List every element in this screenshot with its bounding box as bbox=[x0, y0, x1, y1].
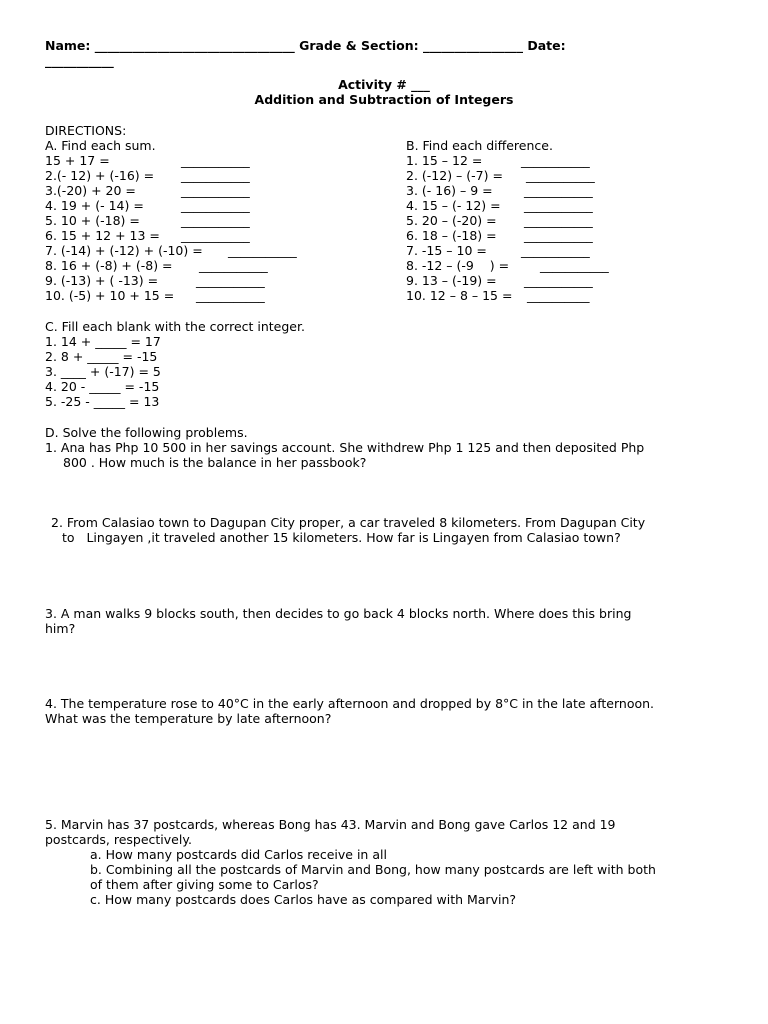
answer-blank: ___________ bbox=[196, 288, 265, 303]
answer-blank: ___________ bbox=[181, 213, 250, 228]
answer-blank: ___________ bbox=[524, 213, 593, 228]
problem-2-text: 2. From Calasiao town to Dagupan City proper, a car traveled 8 kilometers. From Dagupan City bbox=[51, 515, 646, 530]
header-name-grade-date-line: Name: ________________________________ Grade & Section: ________________ Date: bbox=[45, 38, 566, 53]
part-b-item: 5. 20 – (-20) = bbox=[406, 213, 497, 228]
directions-label: DIRECTIONS: bbox=[45, 123, 127, 138]
answer-blank: ___________ bbox=[524, 273, 593, 288]
part-b-item: 9. 13 – (-19) = bbox=[406, 273, 497, 288]
part-c-item: 5. -25 - _____ = 13 bbox=[45, 394, 160, 409]
part-b-item: 2. (-12) – (-7) = bbox=[406, 168, 503, 183]
part-a-item: 3.(-20) + 20 = bbox=[45, 183, 136, 198]
part-b-item: 4. 15 – (- 12) = bbox=[406, 198, 501, 213]
part-c-item: 3. ____ + (-17) = 5 bbox=[45, 364, 161, 379]
answer-blank: ___________ bbox=[524, 228, 593, 243]
activity-number-title: Activity # ___ bbox=[338, 77, 430, 92]
part-c-heading: C. Fill each blank with the correct integer. bbox=[45, 319, 305, 334]
part-b-item: 6. 18 – (-18) = bbox=[406, 228, 497, 243]
answer-blank: ___________ bbox=[196, 273, 265, 288]
problem-2-text-cont: to Lingayen ,it traveled another 15 kilometers. How far is Lingayen from Calasiao town? bbox=[62, 530, 621, 545]
part-b-item: 10. 12 – 8 – 15 = bbox=[406, 288, 513, 303]
problem-5-text: 5. Marvin has 37 postcards, whereas Bong has 43. Marvin and Bong gave Carlos 12 and 19 bbox=[45, 817, 616, 832]
problem-3-text-cont: him? bbox=[45, 621, 76, 636]
part-a-item: 5. 10 + (-18) = bbox=[45, 213, 140, 228]
part-b-heading: B. Find each difference. bbox=[406, 138, 553, 153]
answer-blank: ___________ bbox=[181, 153, 250, 168]
answer-blank: ___________ bbox=[521, 153, 590, 168]
part-c-item: 4. 20 - _____ = -15 bbox=[45, 379, 160, 394]
answer-blank: ___________ bbox=[181, 183, 250, 198]
problem-5b-text-cont: of them after giving some to Carlos? bbox=[90, 877, 319, 892]
part-b-item: 7. -15 – 10 = bbox=[406, 243, 487, 258]
part-b-item: 1. 15 – 12 = bbox=[406, 153, 483, 168]
part-a-item: 6. 15 + 12 + 13 = bbox=[45, 228, 160, 243]
part-a-item: 8. 16 + (-8) + (-8) = bbox=[45, 258, 173, 273]
answer-blank: ___________ bbox=[524, 198, 593, 213]
answer-blank: ___________ bbox=[524, 183, 593, 198]
part-a-item: 15 + 17 = bbox=[45, 153, 110, 168]
part-a-item: 9. (-13) + ( -13) = bbox=[45, 273, 159, 288]
answer-blank: __________ bbox=[527, 288, 590, 303]
answer-blank: ___________ bbox=[228, 243, 297, 258]
part-b-item: 3. (- 16) – 9 = bbox=[406, 183, 493, 198]
problem-4-text: 4. The temperature rose to 40°C in the early afternoon and dropped by 8°C in the late afternoon. bbox=[45, 696, 655, 711]
problem-1-text-cont: 800 . How much is the balance in her passbook? bbox=[63, 455, 367, 470]
part-d-heading: D. Solve the following problems. bbox=[45, 425, 248, 440]
part-a-item: 7. (-14) + (-12) + (-10) = bbox=[45, 243, 203, 258]
problem-4-text-cont: What was the temperature by late afternoon? bbox=[45, 711, 332, 726]
problem-3-text: 3. A man walks 9 blocks south, then decides to go back 4 blocks north. Where does this bring bbox=[45, 606, 632, 621]
part-c-item: 2. 8 + _____ = -15 bbox=[45, 349, 158, 364]
part-b-item: 8. -12 – (-9 ) = bbox=[406, 258, 510, 273]
part-a-item: 2.(- 12) + (-16) = bbox=[45, 168, 155, 183]
worksheet-title: Addition and Subtraction of Integers bbox=[254, 92, 514, 107]
problem-5a-text: a. How many postcards did Carlos receive in all bbox=[90, 847, 387, 862]
problem-5b-text: b. Combining all the postcards of Marvin and Bong, how many postcards are left with both bbox=[90, 862, 656, 877]
answer-blank: ___________ bbox=[181, 168, 250, 183]
part-c-item: 1. 14 + _____ = 17 bbox=[45, 334, 161, 349]
part-a-item: 10. (-5) + 10 + 15 = bbox=[45, 288, 175, 303]
answer-blank: ___________ bbox=[526, 168, 595, 183]
answer-blank: ___________ bbox=[181, 228, 250, 243]
problem-5c-text: c. How many postcards does Carlos have as compared with Marvin? bbox=[90, 892, 517, 907]
problem-1-text: 1. Ana has Php 10 500 in her savings account. She withdrew Php 1 125 and then deposited Php bbox=[45, 440, 645, 455]
answer-blank: ___________ bbox=[540, 258, 609, 273]
answer-blank: ___________ bbox=[181, 198, 250, 213]
answer-blank: ___________ bbox=[521, 243, 590, 258]
part-a-item: 4. 19 + (- 14) = bbox=[45, 198, 144, 213]
header-date-blank: ___________ bbox=[45, 53, 114, 68]
answer-blank: ___________ bbox=[199, 258, 268, 273]
part-a-heading: A. Find each sum. bbox=[45, 138, 156, 153]
problem-5-text-cont: postcards, respectively. bbox=[45, 832, 192, 847]
